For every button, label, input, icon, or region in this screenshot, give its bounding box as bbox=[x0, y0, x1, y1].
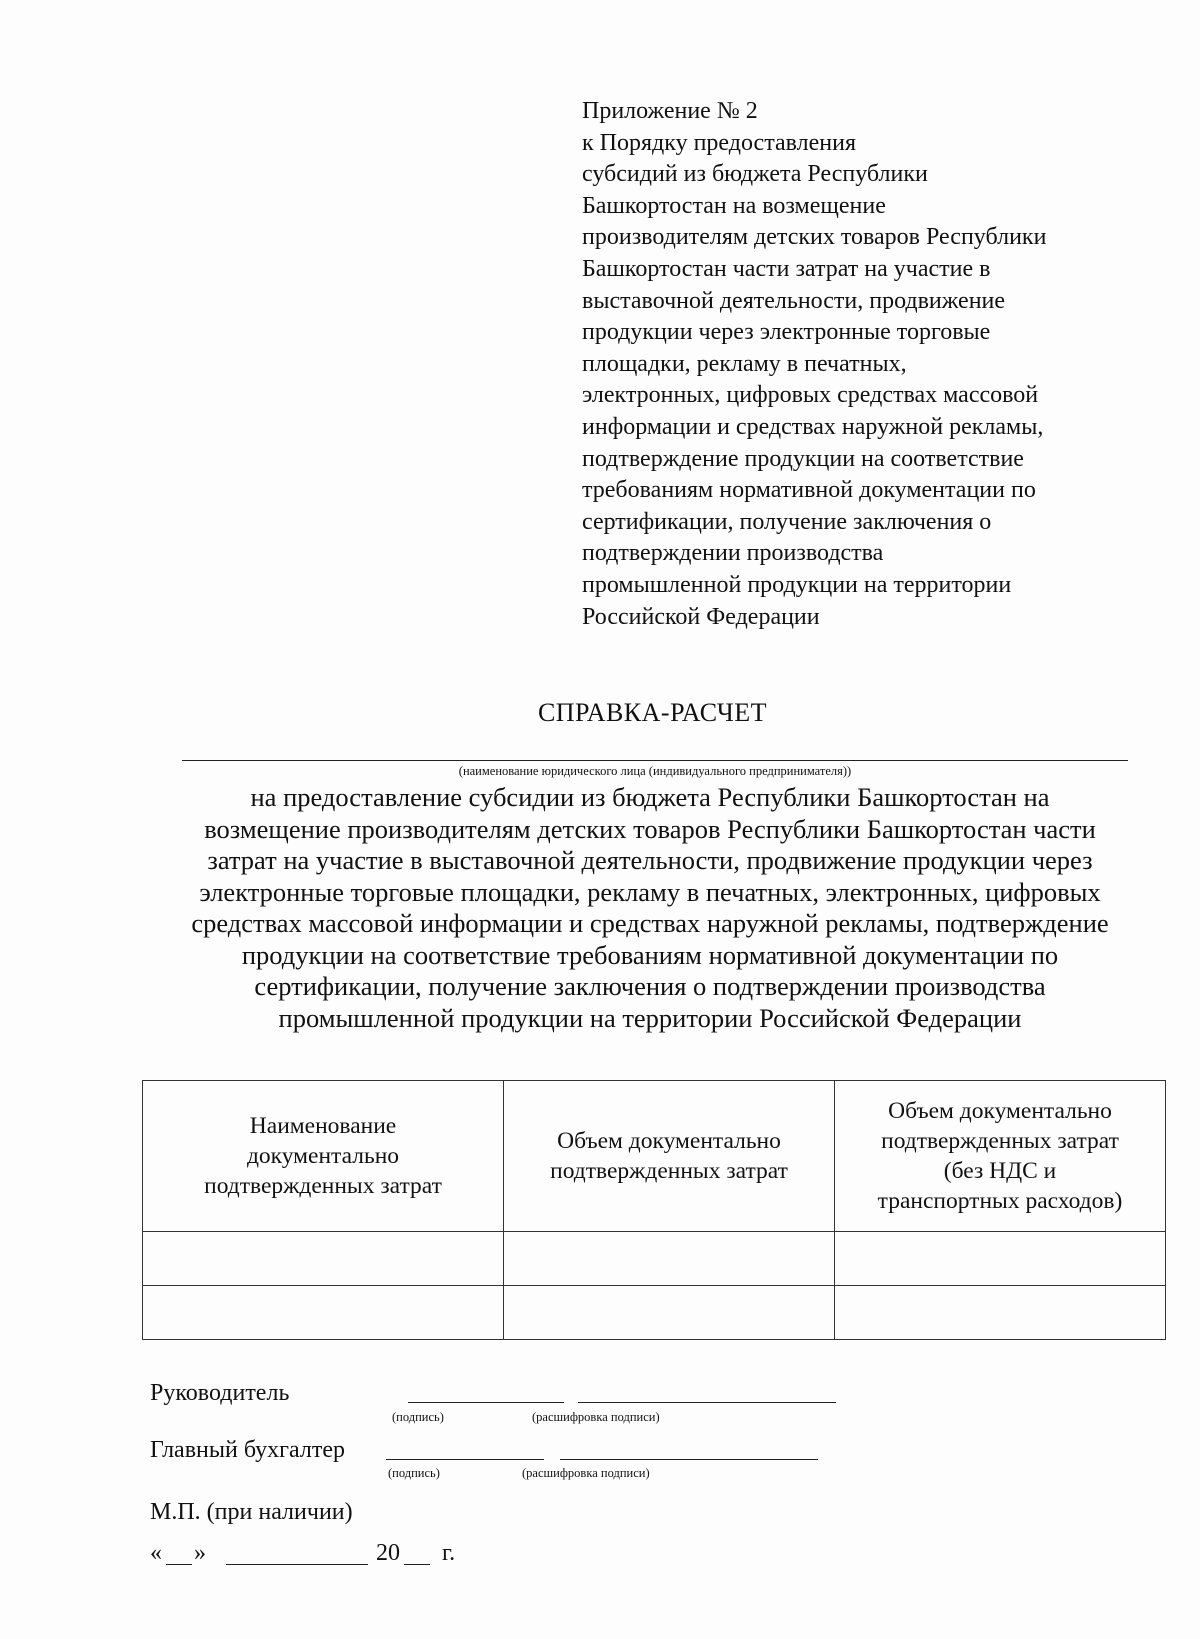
header-text: подтвержденных затрат bbox=[881, 1128, 1119, 1154]
costs-table bbox=[142, 1080, 1166, 1340]
appendix-line: Башкортостан части затрат на участие в bbox=[582, 255, 991, 282]
stamp-label: М.П. (при наличии) bbox=[150, 1499, 353, 1525]
head-signature-caption: (подпись) bbox=[392, 1410, 444, 1424]
appendix-line: подтверждении производства bbox=[582, 540, 884, 567]
appendix-line: продукции через электронные торговые bbox=[582, 319, 991, 346]
header-text: (без НДС и bbox=[943, 1158, 1057, 1184]
appendix-line: требованиям нормативной документации по bbox=[582, 477, 1036, 504]
table-cell[interactable] bbox=[835, 1232, 1166, 1286]
table-cell[interactable] bbox=[143, 1232, 504, 1286]
subject-line: продукции на соответствие требованиям нормативной документации по bbox=[241, 939, 1059, 970]
appendix-line: к Порядку предоставления bbox=[582, 129, 857, 156]
table-cell[interactable] bbox=[835, 1286, 1166, 1340]
date-year-blank[interactable] bbox=[404, 1564, 430, 1565]
appendix-line: информации и средствах наружной рекламы, bbox=[582, 413, 1044, 440]
appendix-line: производителям детских товаров Республики bbox=[582, 224, 1047, 251]
header-text: подтвержденных затрат bbox=[550, 1158, 788, 1184]
appendix-line: площадки, рекламу в печатных, bbox=[582, 350, 907, 377]
header-text: документально bbox=[246, 1143, 400, 1169]
organization-name-caption: (наименование юридического лица (индивидуального предпринимателя)) bbox=[458, 764, 852, 778]
header-text: Объем документально bbox=[557, 1128, 781, 1154]
appendix-block bbox=[582, 96, 1182, 633]
header-cost-name bbox=[143, 1081, 504, 1232]
date-year-prefix: 20 bbox=[376, 1540, 400, 1566]
appendix-line: сертификации, получение заключения о bbox=[582, 508, 992, 535]
appendix-line: Приложение № 2 bbox=[582, 98, 758, 124]
organization-name-line[interactable] bbox=[182, 760, 1128, 761]
header-text: Наименование bbox=[249, 1113, 397, 1139]
subject-line: затрат на участие в выставочной деятельности, продвижение продукции через bbox=[207, 845, 1093, 875]
header-cost-volume-net bbox=[835, 1081, 1166, 1232]
head-signature-blank[interactable] bbox=[408, 1402, 564, 1403]
appendix-line: Башкортостан на возмещение bbox=[582, 192, 886, 219]
accountant-label: Главный бухгалтер bbox=[150, 1437, 345, 1463]
header-text: транспортных расходов) bbox=[877, 1188, 1123, 1214]
subject-line: промышленной продукции на территории Российской Федерации bbox=[278, 1002, 1022, 1033]
date-year-suffix: г. bbox=[442, 1540, 456, 1566]
table-cell[interactable] bbox=[143, 1286, 504, 1340]
head-decoding-caption: (расшифровка подписи) bbox=[532, 1410, 660, 1424]
appendix-line: субсидий из бюджета Республики bbox=[582, 161, 928, 188]
document-title: СПРАВКА-РАСЧЕТ bbox=[537, 698, 768, 727]
table-row bbox=[143, 1232, 1166, 1286]
appendix-line: промышленной продукции на территории bbox=[582, 571, 1012, 598]
subject-line: на предоставление субсидии из бюджета Республики Башкортостан на bbox=[250, 782, 1050, 812]
accountant-decoding-blank[interactable] bbox=[560, 1459, 818, 1460]
date-open-quote: « bbox=[150, 1540, 162, 1566]
table-header-row bbox=[143, 1081, 1166, 1232]
appendix-line: выставочной деятельности, продвижение bbox=[582, 287, 1006, 314]
appendix-line: Российской Федерации bbox=[582, 603, 820, 630]
date-close-quote: » bbox=[194, 1540, 206, 1566]
head-label: Руководитель bbox=[150, 1380, 290, 1406]
header-cost-volume bbox=[504, 1081, 835, 1232]
date-day-blank[interactable] bbox=[166, 1564, 192, 1565]
appendix-line: электронных, цифровых средствах массовой bbox=[582, 382, 1039, 409]
subject-line: возмещение производителям детских товаров Республики Башкортостан части bbox=[204, 813, 1096, 844]
accountant-decoding-caption: (расшифровка подписи) bbox=[522, 1466, 650, 1480]
accountant-signature-blank[interactable] bbox=[386, 1459, 544, 1460]
appendix-line: подтверждение продукции на соответствие bbox=[582, 445, 1024, 472]
accountant-signature-caption: (подпись) bbox=[388, 1466, 440, 1480]
header-text: Объем документально bbox=[888, 1098, 1112, 1124]
header-text: подтвержденных затрат bbox=[204, 1173, 442, 1199]
table-cell[interactable] bbox=[504, 1232, 835, 1286]
subject-line: средствах массовой информации и средствах наружной рекламы, подтверждение bbox=[191, 908, 1109, 938]
table-row bbox=[143, 1286, 1166, 1340]
table-cell[interactable] bbox=[504, 1286, 835, 1340]
subject-line: сертификации, получение заключения о подтверждении производства bbox=[254, 971, 1046, 1001]
date-month-blank[interactable] bbox=[226, 1564, 368, 1565]
subject-line: электронные торговые площадки, рекламу в печатных, электронных, цифровых bbox=[199, 876, 1101, 907]
document-subject bbox=[140, 782, 1160, 1034]
head-decoding-blank[interactable] bbox=[578, 1402, 836, 1403]
